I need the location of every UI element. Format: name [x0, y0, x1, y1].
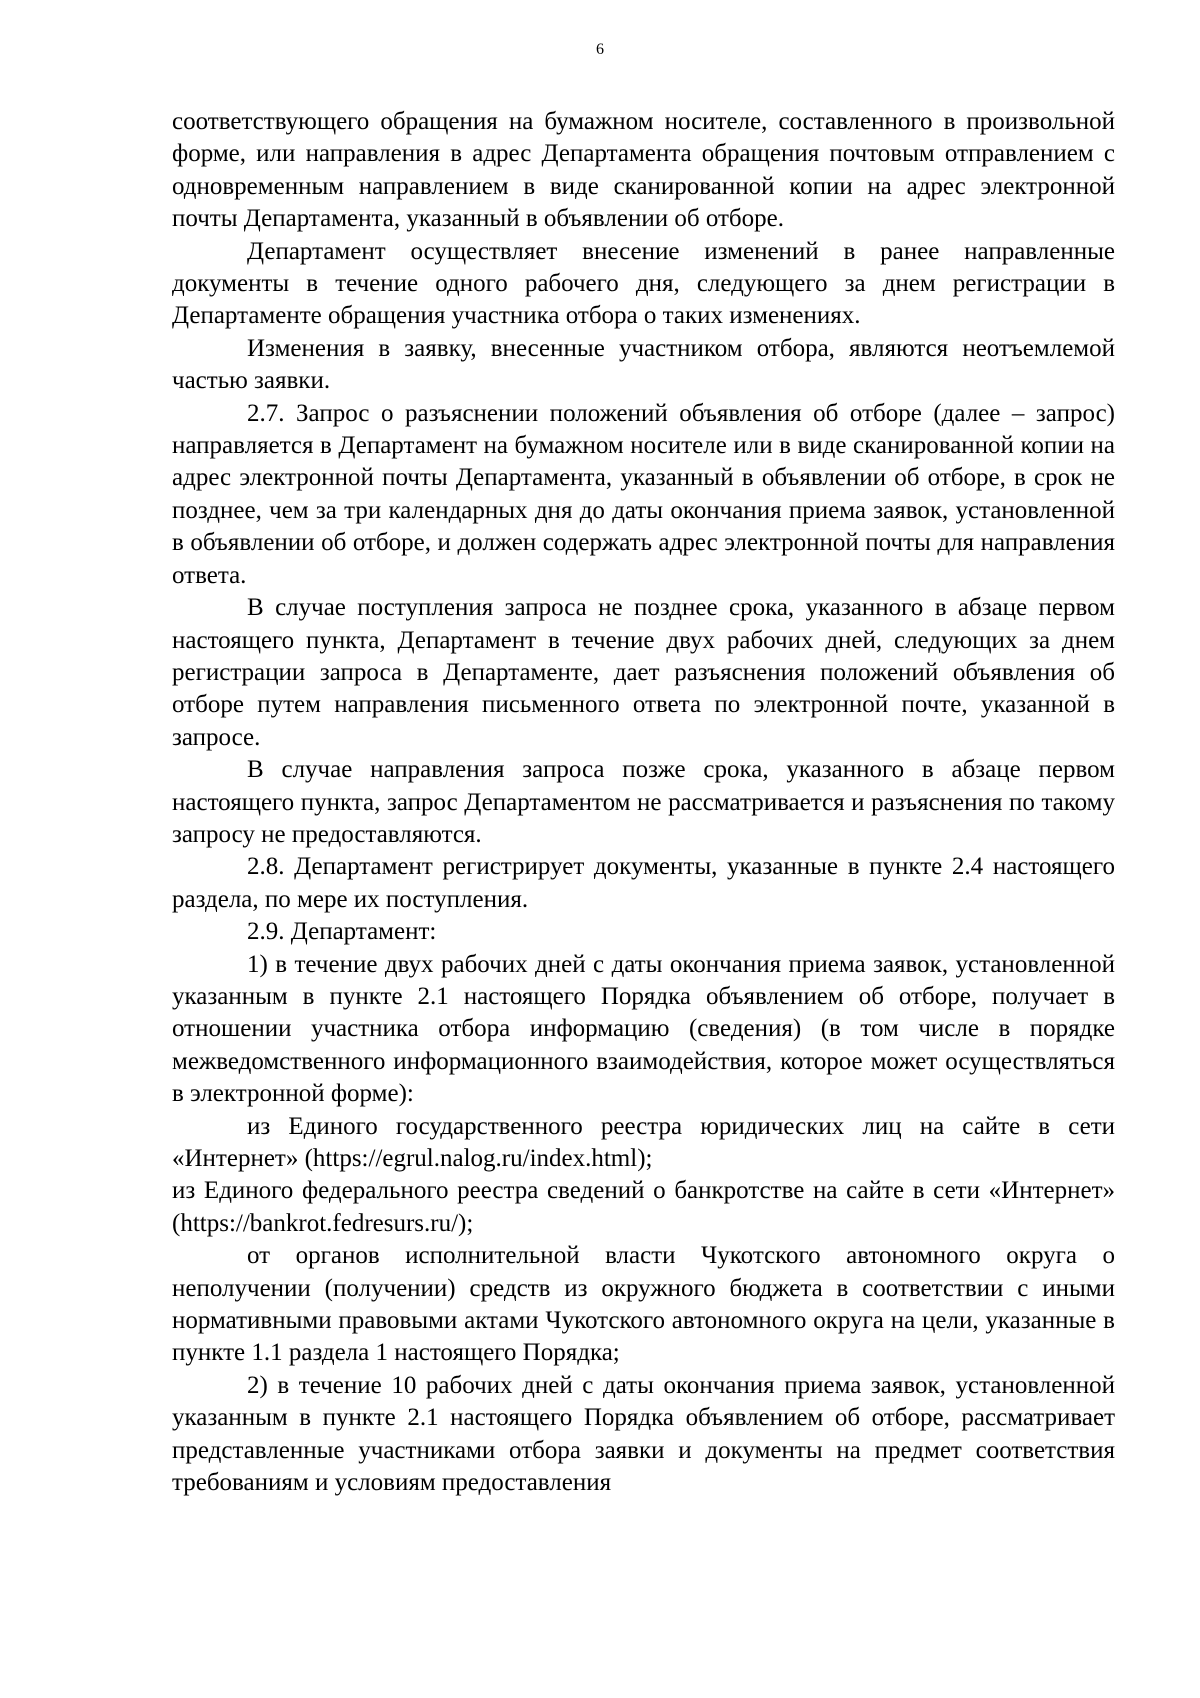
paragraph: из Единого государственного реестра юридических лиц на сайте в сети «Интернет» (https://egrul.nalog.ru/index.html);: [172, 1112, 1115, 1172]
paragraph: Департамент осуществляет внесение изменений в ранее направленные документы в течение одного рабочего дня, следующего за днем регистрации в Департаменте обращения участника отбора о таких изменениях.: [172, 237, 1115, 330]
document-body: [172, 106, 1115, 1499]
paragraph: из Единого федерального реестра сведений о банкротстве на сайте в сети «Интернет» (https://bankrot.fedresurs.ru/);: [172, 1177, 1115, 1237]
page-number: 6: [596, 41, 604, 58]
paragraph: 1) в течение двух рабочих дней с даты окончания приема заявок, установленной указанным в пункте 2.1 настоящего Порядка объявлением об отборе, получает в отношении участника отбора информацию (сведения) (в том числе в порядке межведомственного информационного взаимодействия, которое может осуществляться в электронной форме):: [172, 950, 1115, 1108]
paragraph: 2.9. Департамент:: [247, 918, 437, 946]
paragraph: В случае поступления запроса не позднее срока, указанного в абзаце первом настоящего пункта, Департамент в течение двух рабочих дней, следующих за днем регистрации запроса в Департаменте, дает разъяснения положений объявления об отборе путем направления письменного ответа по электронной почте, указанной в запросе.: [172, 594, 1115, 751]
paragraph: Изменения в заявку, внесенные участником отбора, являются неотъемлемой частью заявки.: [172, 334, 1115, 395]
paragraph: от органов исполнительной власти Чукотского автономного округа о неполучении (получении) средств из окружного бюджета в соответствии с иными нормативными правовыми актами Чукотского автономного округа на цели, указанные в пункте 1.1 раздела 1 настоящего Порядка;: [172, 1242, 1115, 1367]
paragraph: 2) в течение 10 рабочих дней с даты окончания приема заявок, установленной указанным в пункте 2.1 настоящего Порядка объявлением об отборе, рассматривает представленные участниками отбора заявки и документы на предмет соответствия требованиям и условиям предоставления: [172, 1371, 1115, 1497]
paragraph: 2.8. Департамент регистрирует документы, указанные в пункте 2.4 настоящего раздела, по мере их поступления.: [172, 853, 1115, 913]
paragraph: соответствующего обращения на бумажном носителе, составленного в произвольной форме, или направления в адрес Департамента обращения почтовым отправлением с одновременным направлением в виде сканированной копии на адрес электронной почты Департамента, указанный в объявлении об отборе.: [172, 108, 1115, 233]
paragraph: 2.7. Запрос о разъяснении положений объявления об отборе (далее – запрос) направляется в Департамент на бумажном носителе или в виде сканированной копии на адрес электронной почты Департамента, указанный в объявлении об отборе, в срок не позднее, чем за три календарных дня до даты окончания приема заявок, установленной в объявлении об отборе, и должен содержать адрес электронной почты для направления ответа.: [172, 399, 1115, 589]
paragraph: В случае направления запроса позже срока, указанного в абзаце первом настоящего пункта, запрос Департаментом не рассматривается и разъяснения по такому запросу не предоставляются.: [172, 756, 1115, 848]
